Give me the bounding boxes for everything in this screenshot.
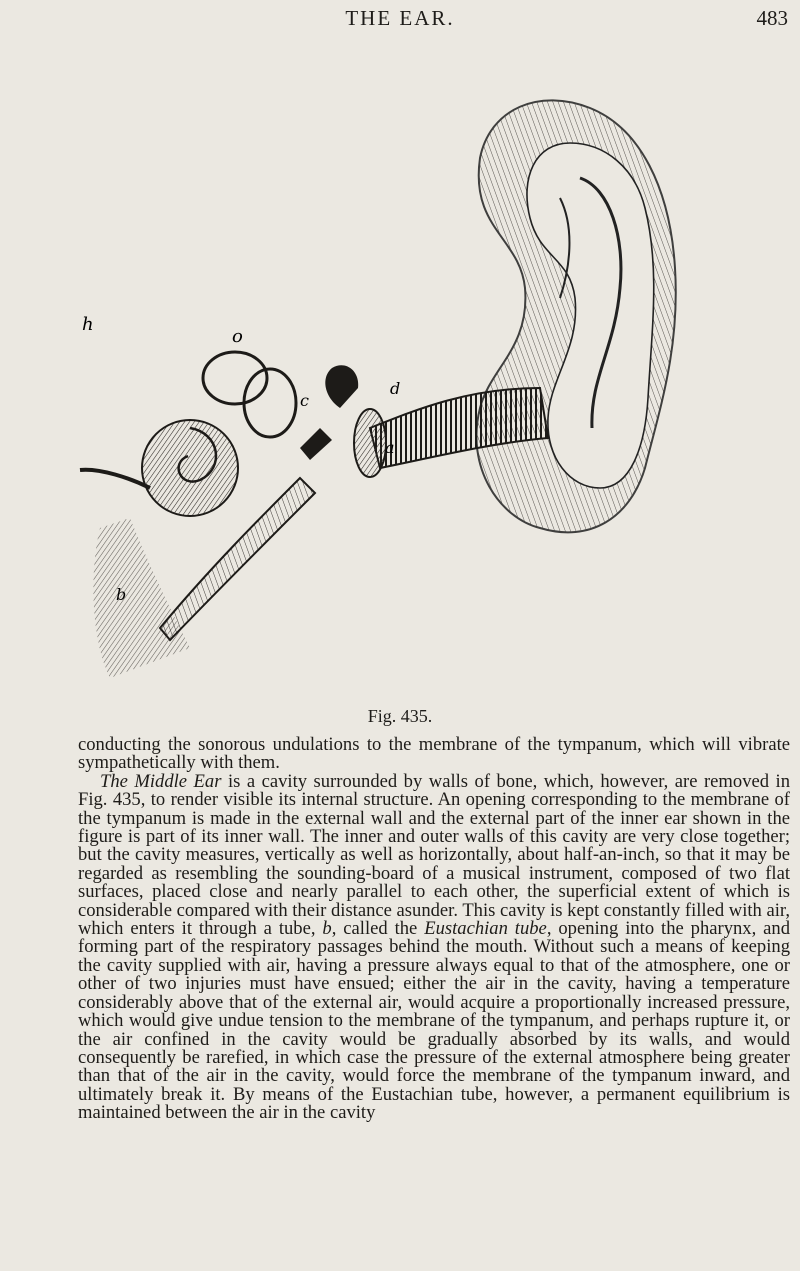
label-h: h [82,314,94,335]
label-d: d [390,379,401,398]
running-title: THE EAR. [345,6,455,30]
page-number: 483 [756,6,788,30]
figure-caption: Fig. 435. [367,706,433,726]
paragraph-text: , called the [331,918,425,940]
section-heading: The Middle Ear [100,770,222,792]
label-b: b [116,585,127,604]
paragraph-continuation: conducting the sonorous undulations to the membrane of the tympanum, which will vibrate sympathetically with them. [78,734,790,774]
ear-engraving [70,48,770,708]
page-header [0,6,800,38]
paragraph-middle-ear [78,770,791,1124]
label-o: o [232,326,243,347]
inline-label-b: b [322,918,332,940]
paragraph-text: is a cavity surrounded by walls of bone, which, however, are removed in Fig. 435, to render visible its internal structure. An opening corresponding to the membrane of the tympanum is made in the external wall and the external part of the inner ear shown in the figure is part of its inner wall. The inner and outer walls of this cavity are very close together; but the cavity measures, vertically as well as horizontally, about half-an-inch, so that it may be regarded as resembling the sounding-board of a musical instrument, composed of two flat surfaces, placed close and nearly parallel to each other, the superficial extent of which is considerable compared with their distance asunder. This cavity is kept constantly filled with air, which enters it through a tube, [78,770,791,940]
eustachian-tube-term: Eustachian tube [424,918,547,940]
ear-illustration [70,48,770,708]
label-a: a [385,438,395,457]
paragraph-text: , opening into the pharynx, and forming part of the respiratory passages behind the mouth. Without such a means of keeping the cavity supplied with air, having a pressure always equal to that of the atmosphere, one or other of two injuries must have ensued; either the air in the cavity, having a temperature considerably above that of the external air, would acquire a proportionally increased pressure, which would give undue tension to the membrane of the tympanum, and perhaps rupture it, or the air confined in the cavity would be gradually absorbed by its walls, and would consequently be rarefied, in which case the pressure of the external atmosphere being greater than that of the air in the cavity, would force the membrane of the tympanum inward, and ultimately break it. By means of the Eustachian tube, however, a permanent equilibrium is maintained between the air in the cavity [78,918,790,1124]
body-text [78,736,790,1123]
label-c: c [300,391,309,410]
